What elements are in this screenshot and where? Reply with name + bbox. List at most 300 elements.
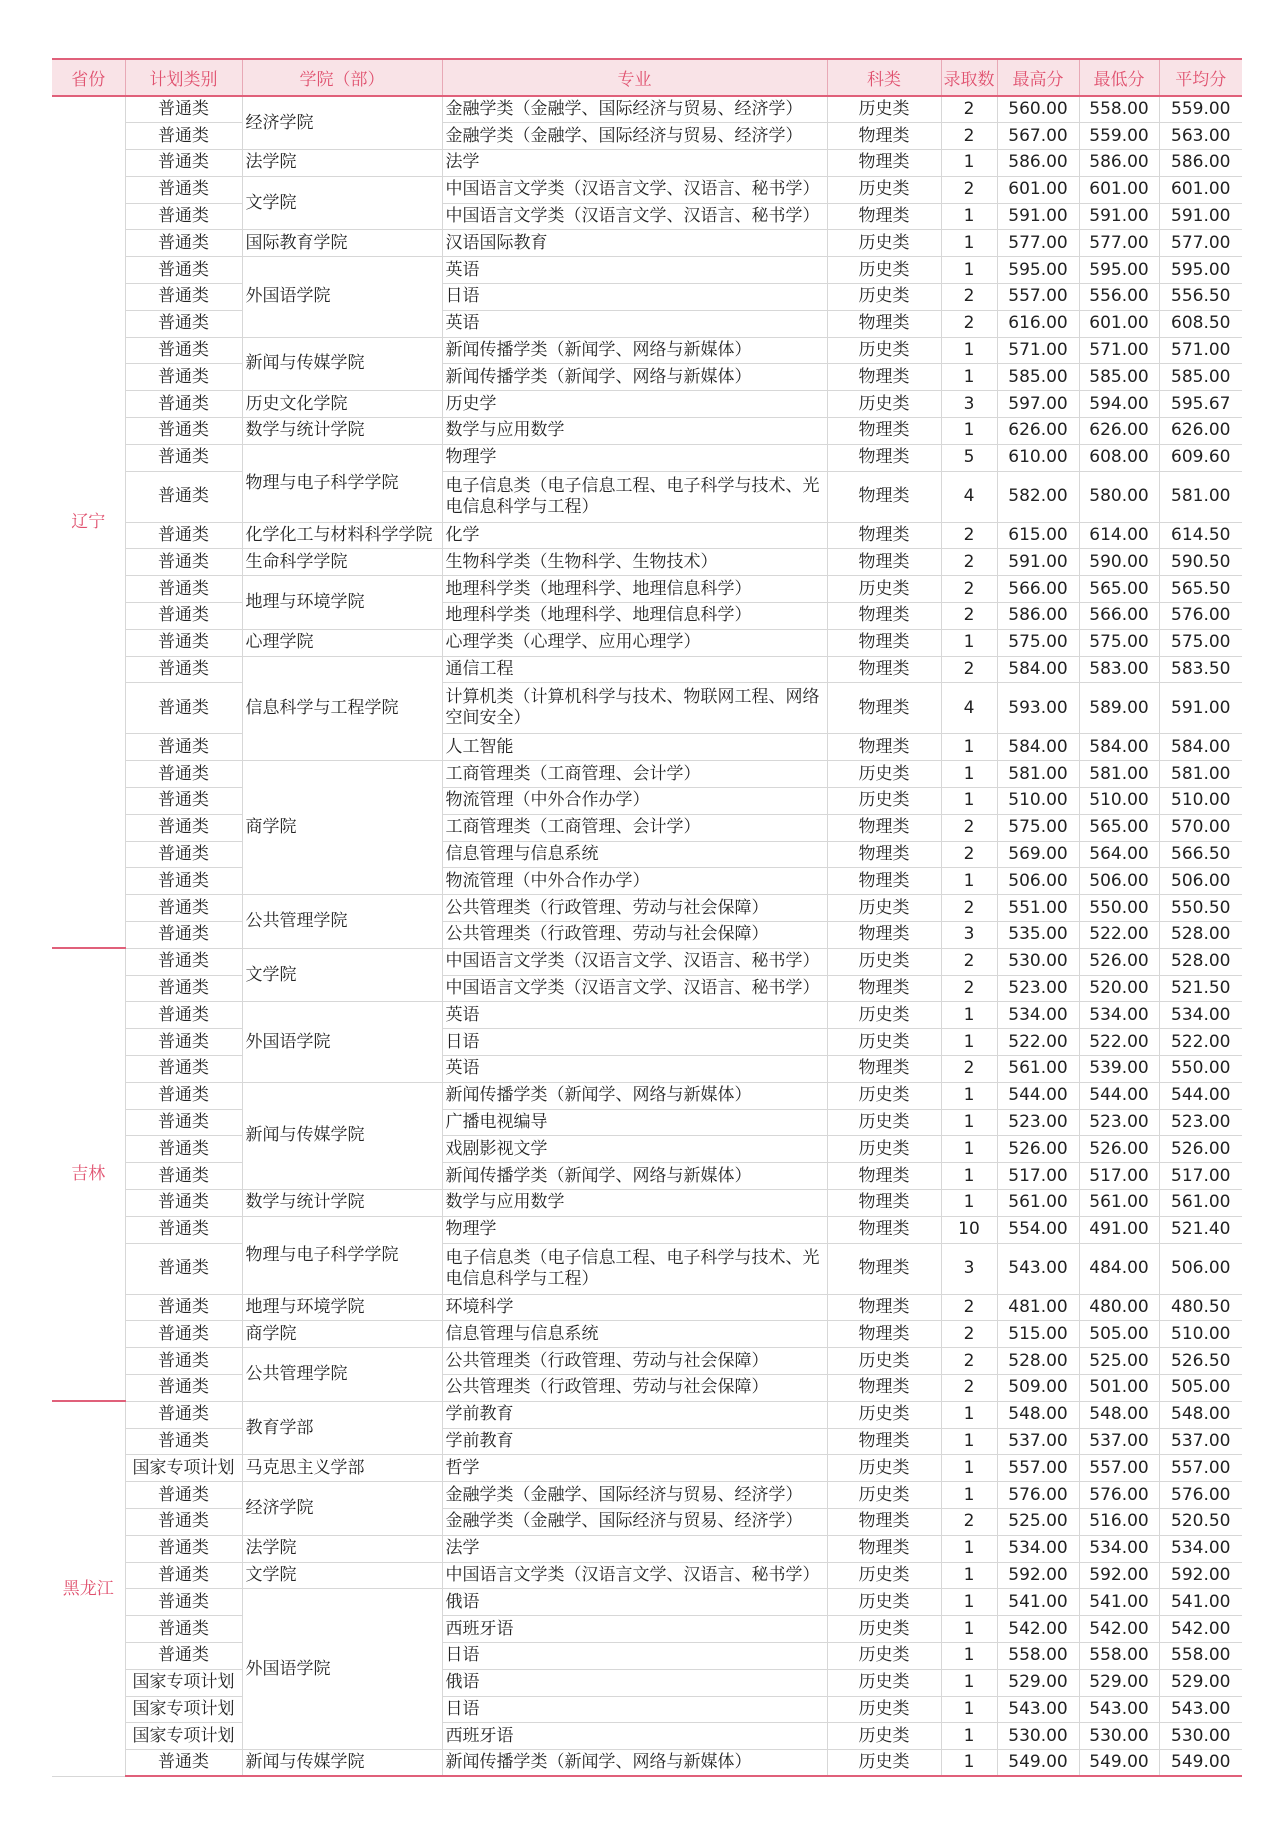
subject-cell: 历史类 xyxy=(827,1082,941,1109)
avg-score-cell: 609.60 xyxy=(1159,444,1242,471)
max-score-cell: 575.00 xyxy=(997,629,1079,656)
max-score-cell: 597.00 xyxy=(997,391,1079,418)
table-row xyxy=(52,364,1242,391)
table-row xyxy=(52,656,1242,683)
admitted-count-cell: 2 xyxy=(941,603,997,630)
major-cell: 俄语 xyxy=(442,1669,827,1696)
max-score-cell: 525.00 xyxy=(997,1508,1079,1535)
avg-score-cell: 530.00 xyxy=(1159,1723,1242,1750)
subject-cell: 历史类 xyxy=(827,761,941,788)
admitted-count-cell: 1 xyxy=(941,868,997,895)
college-cell: 商学院 xyxy=(242,761,442,895)
table-row xyxy=(52,1029,1242,1056)
max-score-cell: 515.00 xyxy=(997,1321,1079,1348)
max-score-cell: 523.00 xyxy=(997,1109,1079,1136)
major-cell: 新闻传播学类（新闻学、网络与新媒体） xyxy=(442,337,827,364)
plan-type-cell: 普通类 xyxy=(125,1216,242,1243)
avg-score-cell: 581.00 xyxy=(1159,761,1242,788)
min-score-cell: 584.00 xyxy=(1079,734,1159,761)
max-score-cell: 535.00 xyxy=(997,922,1079,949)
min-score-cell: 594.00 xyxy=(1079,391,1159,418)
plan-type-cell: 普通类 xyxy=(125,1750,242,1777)
major-cell: 英语 xyxy=(442,1056,827,1083)
admitted-count-cell: 2 xyxy=(941,975,997,1002)
header-plan-type: 计划类别 xyxy=(125,59,242,96)
subject-cell: 物理类 xyxy=(827,418,941,445)
admitted-count-cell: 2 xyxy=(941,123,997,150)
major-cell: 中国语言文学类（汉语言文学、汉语言、秘书学） xyxy=(442,948,827,975)
table-row xyxy=(52,1669,1242,1696)
max-score-cell: 586.00 xyxy=(997,603,1079,630)
plan-type-cell: 普通类 xyxy=(125,230,242,257)
avg-score-cell: 575.00 xyxy=(1159,629,1242,656)
avg-score-cell: 544.00 xyxy=(1159,1082,1242,1109)
subject-cell: 物理类 xyxy=(827,1428,941,1455)
table-row xyxy=(52,603,1242,630)
table-row xyxy=(52,1321,1242,1348)
avg-score-cell: 583.50 xyxy=(1159,656,1242,683)
major-cell: 英语 xyxy=(442,310,827,337)
admitted-count-cell: 2 xyxy=(941,1056,997,1083)
max-score-cell: 586.00 xyxy=(997,150,1079,177)
plan-type-cell: 普通类 xyxy=(125,1109,242,1136)
college-cell: 化学化工与材料科学学院 xyxy=(242,522,442,549)
subject-cell: 历史类 xyxy=(827,1696,941,1723)
avg-score-cell: 558.00 xyxy=(1159,1642,1242,1669)
college-cell: 文学院 xyxy=(242,948,442,1002)
table-row xyxy=(52,1642,1242,1669)
plan-type-cell: 普通类 xyxy=(125,629,242,656)
major-cell: 电子信息类（电子信息工程、电子科学与技术、光电信息科学与工程） xyxy=(442,1243,827,1294)
subject-cell: 物理类 xyxy=(827,629,941,656)
admitted-count-cell: 1 xyxy=(941,1428,997,1455)
college-cell: 法学院 xyxy=(242,150,442,177)
avg-score-cell: 517.00 xyxy=(1159,1163,1242,1190)
table-row xyxy=(52,444,1242,471)
min-score-cell: 539.00 xyxy=(1079,1056,1159,1083)
min-score-cell: 565.00 xyxy=(1079,576,1159,603)
table-row xyxy=(52,1189,1242,1216)
max-score-cell: 534.00 xyxy=(997,1002,1079,1029)
subject-cell: 历史类 xyxy=(827,1589,941,1616)
plan-type-cell: 普通类 xyxy=(125,761,242,788)
max-score-cell: 571.00 xyxy=(997,337,1079,364)
max-score-cell: 593.00 xyxy=(997,683,1079,734)
avg-score-cell: 563.00 xyxy=(1159,123,1242,150)
major-cell: 新闻传播学类（新闻学、网络与新媒体） xyxy=(442,1750,827,1777)
avg-score-cell: 581.00 xyxy=(1159,471,1242,522)
subject-cell: 物理类 xyxy=(827,734,941,761)
college-cell: 文学院 xyxy=(242,1562,442,1589)
avg-score-cell: 521.50 xyxy=(1159,975,1242,1002)
max-score-cell: 567.00 xyxy=(997,123,1079,150)
plan-type-cell: 普通类 xyxy=(125,1562,242,1589)
plan-type-cell: 普通类 xyxy=(125,337,242,364)
avg-score-cell: 591.00 xyxy=(1159,683,1242,734)
college-cell: 信息科学与工程学院 xyxy=(242,656,442,761)
subject-cell: 物理类 xyxy=(827,922,941,949)
table-row xyxy=(52,1002,1242,1029)
college-cell: 法学院 xyxy=(242,1535,442,1562)
subject-cell: 历史类 xyxy=(827,895,941,922)
min-score-cell: 501.00 xyxy=(1079,1374,1159,1401)
max-score-cell: 591.00 xyxy=(997,549,1079,576)
max-score-cell: 542.00 xyxy=(997,1616,1079,1643)
min-score-cell: 548.00 xyxy=(1079,1401,1159,1428)
avg-score-cell: 522.00 xyxy=(1159,1029,1242,1056)
min-score-cell: 595.00 xyxy=(1079,257,1159,284)
avg-score-cell: 541.00 xyxy=(1159,1589,1242,1616)
max-score-cell: 601.00 xyxy=(997,176,1079,203)
max-score-cell: 506.00 xyxy=(997,868,1079,895)
major-cell: 工商管理类（工商管理、会计学） xyxy=(442,761,827,788)
avg-score-cell: 595.00 xyxy=(1159,257,1242,284)
plan-type-cell: 普通类 xyxy=(125,1243,242,1294)
major-cell: 中国语言文学类（汉语言文学、汉语言、秘书学） xyxy=(442,975,827,1002)
table-row xyxy=(52,1136,1242,1163)
major-cell: 日语 xyxy=(442,1696,827,1723)
min-score-cell: 601.00 xyxy=(1079,310,1159,337)
major-cell: 俄语 xyxy=(442,1589,827,1616)
table-row xyxy=(52,1616,1242,1643)
plan-type-cell: 普通类 xyxy=(125,123,242,150)
min-score-cell: 601.00 xyxy=(1079,176,1159,203)
max-score-cell: 615.00 xyxy=(997,522,1079,549)
admitted-count-cell: 2 xyxy=(941,1348,997,1375)
plan-type-cell: 普通类 xyxy=(125,922,242,949)
major-cell: 法学 xyxy=(442,1535,827,1562)
table-row xyxy=(52,975,1242,1002)
major-cell: 新闻传播学类（新闻学、网络与新媒体） xyxy=(442,1163,827,1190)
min-score-cell: 580.00 xyxy=(1079,471,1159,522)
min-score-cell: 530.00 xyxy=(1079,1723,1159,1750)
table-row xyxy=(52,310,1242,337)
admitted-count-cell: 2 xyxy=(941,656,997,683)
min-score-cell: 522.00 xyxy=(1079,1029,1159,1056)
min-score-cell: 480.00 xyxy=(1079,1294,1159,1321)
major-cell: 地理科学类（地理科学、地理信息科学） xyxy=(442,603,827,630)
plan-type-cell: 普通类 xyxy=(125,1428,242,1455)
subject-cell: 物理类 xyxy=(827,1321,941,1348)
plan-type-cell: 普通类 xyxy=(125,549,242,576)
plan-type-cell: 普通类 xyxy=(125,603,242,630)
min-score-cell: 626.00 xyxy=(1079,418,1159,445)
min-score-cell: 537.00 xyxy=(1079,1428,1159,1455)
admitted-count-cell: 1 xyxy=(941,1642,997,1669)
admitted-count-cell: 1 xyxy=(941,1082,997,1109)
plan-type-cell: 普通类 xyxy=(125,364,242,391)
avg-score-cell: 571.00 xyxy=(1159,337,1242,364)
min-score-cell: 589.00 xyxy=(1079,683,1159,734)
major-cell: 物流管理（中外合作办学） xyxy=(442,868,827,895)
admitted-count-cell: 2 xyxy=(941,310,997,337)
avg-score-cell: 543.00 xyxy=(1159,1696,1242,1723)
subject-cell: 历史类 xyxy=(827,230,941,257)
table-row xyxy=(52,1535,1242,1562)
max-score-cell: 517.00 xyxy=(997,1163,1079,1190)
subject-cell: 物理类 xyxy=(827,150,941,177)
table-row xyxy=(52,1056,1242,1083)
plan-type-cell: 普通类 xyxy=(125,1508,242,1535)
table-row xyxy=(52,576,1242,603)
table-body xyxy=(52,96,1242,1776)
province-cell: 辽宁 xyxy=(52,96,125,948)
header-province: 省份 xyxy=(52,59,125,96)
avg-score-cell: 534.00 xyxy=(1159,1002,1242,1029)
major-cell: 物流管理（中外合作办学） xyxy=(442,788,827,815)
avg-score-cell: 614.50 xyxy=(1159,522,1242,549)
min-score-cell: 534.00 xyxy=(1079,1535,1159,1562)
subject-cell: 物理类 xyxy=(827,444,941,471)
major-cell: 英语 xyxy=(442,1002,827,1029)
table-row xyxy=(52,203,1242,230)
min-score-cell: 506.00 xyxy=(1079,868,1159,895)
max-score-cell: 610.00 xyxy=(997,444,1079,471)
major-cell: 环境科学 xyxy=(442,1294,827,1321)
subject-cell: 物理类 xyxy=(827,683,941,734)
admitted-count-cell: 2 xyxy=(941,1374,997,1401)
admitted-count-cell: 2 xyxy=(941,284,997,311)
major-cell: 西班牙语 xyxy=(442,1723,827,1750)
min-score-cell: 550.00 xyxy=(1079,895,1159,922)
major-cell: 心理学类（心理学、应用心理学） xyxy=(442,629,827,656)
admitted-count-cell: 1 xyxy=(941,1669,997,1696)
plan-type-cell: 普通类 xyxy=(125,1189,242,1216)
min-score-cell: 577.00 xyxy=(1079,230,1159,257)
plan-type-cell: 国家专项计划 xyxy=(125,1723,242,1750)
college-cell: 公共管理学院 xyxy=(242,1348,442,1402)
avg-score-cell: 505.00 xyxy=(1159,1374,1242,1401)
plan-type-cell: 普通类 xyxy=(125,391,242,418)
admitted-count-cell: 1 xyxy=(941,761,997,788)
subject-cell: 物理类 xyxy=(827,1163,941,1190)
avg-score-cell: 559.00 xyxy=(1159,96,1242,123)
admitted-count-cell: 2 xyxy=(941,576,997,603)
subject-cell: 物理类 xyxy=(827,522,941,549)
subject-cell: 历史类 xyxy=(827,788,941,815)
college-cell: 教育学部 xyxy=(242,1401,442,1455)
major-cell: 英语 xyxy=(442,257,827,284)
table-row xyxy=(52,176,1242,203)
subject-cell: 历史类 xyxy=(827,1669,941,1696)
subject-cell: 物理类 xyxy=(827,123,941,150)
header-college: 学院（部） xyxy=(242,59,442,96)
plan-type-cell: 普通类 xyxy=(125,1029,242,1056)
table-row xyxy=(52,257,1242,284)
subject-cell: 物理类 xyxy=(827,656,941,683)
admitted-count-cell: 1 xyxy=(941,1482,997,1509)
table-row xyxy=(52,895,1242,922)
plan-type-cell: 国家专项计划 xyxy=(125,1455,242,1482)
max-score-cell: 595.00 xyxy=(997,257,1079,284)
min-score-cell: 534.00 xyxy=(1079,1002,1159,1029)
major-cell: 化学 xyxy=(442,522,827,549)
table-row xyxy=(52,522,1242,549)
plan-type-cell: 普通类 xyxy=(125,1082,242,1109)
table-row xyxy=(52,1348,1242,1375)
college-cell: 国际教育学院 xyxy=(242,230,442,257)
plan-type-cell: 普通类 xyxy=(125,814,242,841)
plan-type-cell: 普通类 xyxy=(125,150,242,177)
major-cell: 金融学类（金融学、国际经济与贸易、经济学） xyxy=(442,1508,827,1535)
plan-type-cell: 普通类 xyxy=(125,257,242,284)
major-cell: 哲学 xyxy=(442,1455,827,1482)
table-row xyxy=(52,391,1242,418)
min-score-cell: 542.00 xyxy=(1079,1616,1159,1643)
plan-type-cell: 普通类 xyxy=(125,895,242,922)
college-cell: 地理与环境学院 xyxy=(242,1294,442,1321)
max-score-cell: 522.00 xyxy=(997,1029,1079,1056)
max-score-cell: 616.00 xyxy=(997,310,1079,337)
avg-score-cell: 534.00 xyxy=(1159,1535,1242,1562)
plan-type-cell: 普通类 xyxy=(125,734,242,761)
min-score-cell: 523.00 xyxy=(1079,1109,1159,1136)
max-score-cell: 543.00 xyxy=(997,1696,1079,1723)
avg-score-cell: 510.00 xyxy=(1159,788,1242,815)
min-score-cell: 585.00 xyxy=(1079,364,1159,391)
admitted-count-cell: 1 xyxy=(941,788,997,815)
max-score-cell: 543.00 xyxy=(997,1243,1079,1294)
min-score-cell: 583.00 xyxy=(1079,656,1159,683)
admitted-count-cell: 2 xyxy=(941,176,997,203)
avg-score-cell: 592.00 xyxy=(1159,1562,1242,1589)
subject-cell: 历史类 xyxy=(827,391,941,418)
table-row xyxy=(52,230,1242,257)
major-cell: 物理学 xyxy=(442,1216,827,1243)
admitted-count-cell: 2 xyxy=(941,895,997,922)
subject-cell: 历史类 xyxy=(827,257,941,284)
max-score-cell: 584.00 xyxy=(997,656,1079,683)
college-cell: 生命科学学院 xyxy=(242,549,442,576)
major-cell: 广播电视编导 xyxy=(442,1109,827,1136)
plan-type-cell: 普通类 xyxy=(125,1535,242,1562)
avg-score-cell: 550.00 xyxy=(1159,1056,1242,1083)
min-score-cell: 561.00 xyxy=(1079,1189,1159,1216)
subject-cell: 历史类 xyxy=(827,1482,941,1509)
major-cell: 数学与应用数学 xyxy=(442,1189,827,1216)
province-cell: 黑龙江 xyxy=(52,1401,125,1776)
table-row xyxy=(52,841,1242,868)
admitted-count-cell: 2 xyxy=(941,1321,997,1348)
plan-type-cell: 普通类 xyxy=(125,1401,242,1428)
college-cell: 新闻与传媒学院 xyxy=(242,1750,442,1777)
subject-cell: 物理类 xyxy=(827,1216,941,1243)
avg-score-cell: 566.50 xyxy=(1159,841,1242,868)
admitted-count-cell: 1 xyxy=(941,1002,997,1029)
min-score-cell: 558.00 xyxy=(1079,1642,1159,1669)
avg-score-cell: 526.50 xyxy=(1159,1348,1242,1375)
subject-cell: 物理类 xyxy=(827,603,941,630)
header-admitted-count: 录取数 xyxy=(941,59,997,96)
table-row xyxy=(52,1589,1242,1616)
major-cell: 信息管理与信息系统 xyxy=(442,1321,827,1348)
table-row xyxy=(52,922,1242,949)
subject-cell: 历史类 xyxy=(827,1455,941,1482)
major-cell: 新闻传播学类（新闻学、网络与新媒体） xyxy=(442,1082,827,1109)
subject-cell: 物理类 xyxy=(827,1294,941,1321)
college-cell: 历史文化学院 xyxy=(242,391,442,418)
avg-score-cell: 528.00 xyxy=(1159,948,1242,975)
subject-cell: 历史类 xyxy=(827,337,941,364)
admitted-count-cell: 2 xyxy=(941,549,997,576)
min-score-cell: 590.00 xyxy=(1079,549,1159,576)
min-score-cell: 529.00 xyxy=(1079,1669,1159,1696)
avg-score-cell: 510.00 xyxy=(1159,1321,1242,1348)
min-score-cell: 565.00 xyxy=(1079,814,1159,841)
table-row xyxy=(52,1562,1242,1589)
avg-score-cell: 521.40 xyxy=(1159,1216,1242,1243)
major-cell: 通信工程 xyxy=(442,656,827,683)
subject-cell: 历史类 xyxy=(827,948,941,975)
college-cell: 物理与电子科学学院 xyxy=(242,444,442,522)
max-score-cell: 592.00 xyxy=(997,1562,1079,1589)
table-row xyxy=(52,1243,1242,1294)
college-cell: 数学与统计学院 xyxy=(242,1189,442,1216)
max-score-cell: 509.00 xyxy=(997,1374,1079,1401)
max-score-cell: 561.00 xyxy=(997,1056,1079,1083)
header-major: 专业 xyxy=(442,59,827,96)
subject-cell: 物理类 xyxy=(827,310,941,337)
plan-type-cell: 普通类 xyxy=(125,975,242,1002)
avg-score-cell: 576.00 xyxy=(1159,1482,1242,1509)
table-row xyxy=(52,868,1242,895)
major-cell: 新闻传播学类（新闻学、网络与新媒体） xyxy=(442,364,827,391)
major-cell: 计算机类（计算机科学与技术、物联网工程、网络空间安全） xyxy=(442,683,827,734)
subject-cell: 物理类 xyxy=(827,814,941,841)
max-score-cell: 566.00 xyxy=(997,576,1079,603)
college-cell: 外国语学院 xyxy=(242,1589,442,1750)
plan-type-cell: 普通类 xyxy=(125,576,242,603)
table-row xyxy=(52,96,1242,123)
subject-cell: 物理类 xyxy=(827,549,941,576)
avg-score-cell: 529.00 xyxy=(1159,1669,1242,1696)
admitted-count-cell: 1 xyxy=(941,1723,997,1750)
college-cell: 心理学院 xyxy=(242,629,442,656)
admitted-count-cell: 4 xyxy=(941,471,997,522)
admitted-count-cell: 1 xyxy=(941,1163,997,1190)
min-score-cell: 491.00 xyxy=(1079,1216,1159,1243)
min-score-cell: 520.00 xyxy=(1079,975,1159,1002)
max-score-cell: 534.00 xyxy=(997,1535,1079,1562)
major-cell: 学前教育 xyxy=(442,1401,827,1428)
avg-score-cell: 585.00 xyxy=(1159,364,1242,391)
plan-type-cell: 普通类 xyxy=(125,176,242,203)
subject-cell: 历史类 xyxy=(827,1136,941,1163)
min-score-cell: 484.00 xyxy=(1079,1243,1159,1294)
admitted-count-cell: 1 xyxy=(941,1562,997,1589)
subject-cell: 物理类 xyxy=(827,471,941,522)
max-score-cell: 530.00 xyxy=(997,1723,1079,1750)
max-score-cell: 582.00 xyxy=(997,471,1079,522)
min-score-cell: 541.00 xyxy=(1079,1589,1159,1616)
admitted-count-cell: 1 xyxy=(941,734,997,761)
subject-cell: 物理类 xyxy=(827,203,941,230)
major-cell: 中国语言文学类（汉语言文学、汉语言、秘书学） xyxy=(442,176,827,203)
subject-cell: 物理类 xyxy=(827,1189,941,1216)
college-cell: 经济学院 xyxy=(242,1482,442,1536)
plan-type-cell: 普通类 xyxy=(125,948,242,975)
admitted-count-cell: 1 xyxy=(941,150,997,177)
max-score-cell: 544.00 xyxy=(997,1082,1079,1109)
subject-cell: 历史类 xyxy=(827,1642,941,1669)
avg-score-cell: 526.00 xyxy=(1159,1136,1242,1163)
subject-cell: 物理类 xyxy=(827,1374,941,1401)
subject-cell: 历史类 xyxy=(827,1616,941,1643)
table-row xyxy=(52,1082,1242,1109)
major-cell: 金融学类（金融学、国际经济与贸易、经济学） xyxy=(442,123,827,150)
table-row xyxy=(52,761,1242,788)
admitted-count-cell: 2 xyxy=(941,814,997,841)
